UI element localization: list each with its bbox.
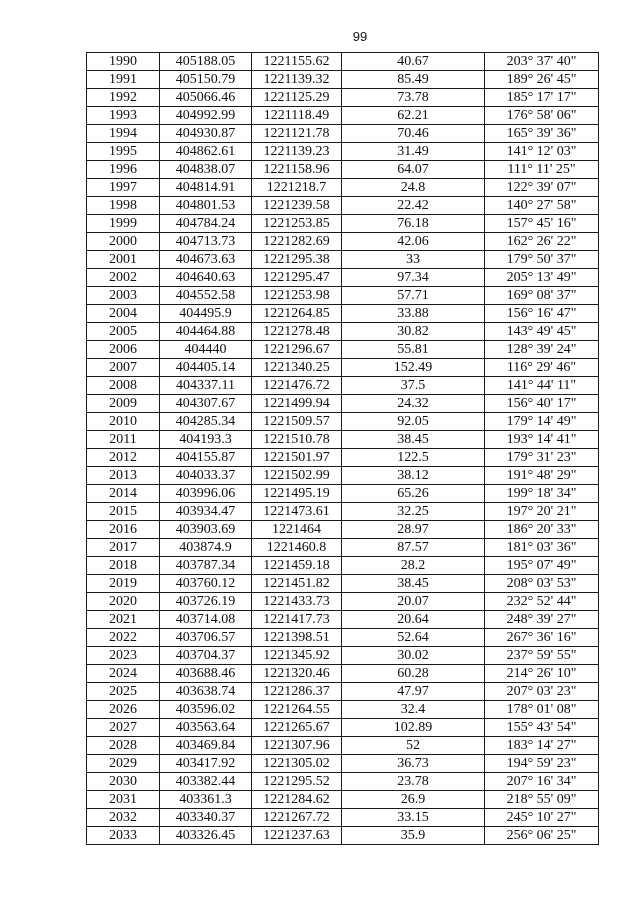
coordinate-y-cell: 1221320.46 xyxy=(252,665,342,683)
coordinate-y-cell: 1221464 xyxy=(252,521,342,539)
distance-cell: 36.73 xyxy=(342,755,485,773)
table-row xyxy=(87,305,599,323)
bearing-cell: 165° 39' 36" xyxy=(485,125,599,143)
coordinate-x-cell: 403726.19 xyxy=(160,593,252,611)
bearing-cell: 141° 44' 11" xyxy=(485,377,599,395)
coordinate-y-cell: 1221476.72 xyxy=(252,377,342,395)
coordinate-x-cell: 403704.37 xyxy=(160,647,252,665)
distance-cell: 33 xyxy=(342,251,485,269)
point-id-cell: 2004 xyxy=(87,305,160,323)
coordinate-x-cell: 404337.11 xyxy=(160,377,252,395)
coordinate-x-cell: 405188.05 xyxy=(160,53,252,71)
distance-cell: 30.82 xyxy=(342,323,485,341)
bearing-cell: 237° 59' 55" xyxy=(485,647,599,665)
point-id-cell: 2005 xyxy=(87,323,160,341)
coordinate-y-cell: 1221264.55 xyxy=(252,701,342,719)
coordinate-y-cell: 1221296.67 xyxy=(252,341,342,359)
distance-cell: 28.97 xyxy=(342,521,485,539)
table-row xyxy=(87,737,599,755)
coordinate-y-cell: 1221239.58 xyxy=(252,197,342,215)
point-id-cell: 2000 xyxy=(87,233,160,251)
distance-cell: 32.25 xyxy=(342,503,485,521)
point-id-cell: 2021 xyxy=(87,611,160,629)
distance-cell: 92.05 xyxy=(342,413,485,431)
coordinate-x-cell: 404930.87 xyxy=(160,125,252,143)
coordinate-y-cell: 1221139.32 xyxy=(252,71,342,89)
distance-cell: 30.02 xyxy=(342,647,485,665)
bearing-cell: 178° 01' 08" xyxy=(485,701,599,719)
coordinate-x-cell: 403934.47 xyxy=(160,503,252,521)
point-id-cell: 2032 xyxy=(87,809,160,827)
distance-cell: 52 xyxy=(342,737,485,755)
coordinate-x-cell: 403361.3 xyxy=(160,791,252,809)
distance-cell: 76.18 xyxy=(342,215,485,233)
coordinate-y-cell: 1221417.73 xyxy=(252,611,342,629)
coordinate-x-cell: 404307.67 xyxy=(160,395,252,413)
table-row xyxy=(87,719,599,737)
coordinates-table xyxy=(86,52,599,845)
coordinate-y-cell: 1221305.02 xyxy=(252,755,342,773)
bearing-cell: 183° 14' 27" xyxy=(485,737,599,755)
coordinate-y-cell: 1221499.94 xyxy=(252,395,342,413)
bearing-cell: 203° 37' 40" xyxy=(485,53,599,71)
coordinate-y-cell: 1221121.78 xyxy=(252,125,342,143)
coordinate-y-cell: 1221307.96 xyxy=(252,737,342,755)
coordinate-y-cell: 1221264.85 xyxy=(252,305,342,323)
point-id-cell: 2011 xyxy=(87,431,160,449)
bearing-cell: 157° 45' 16" xyxy=(485,215,599,233)
table-row xyxy=(87,269,599,287)
point-id-cell: 2026 xyxy=(87,701,160,719)
distance-cell: 62.21 xyxy=(342,107,485,125)
table-row xyxy=(87,71,599,89)
bearing-cell: 186° 20' 33" xyxy=(485,521,599,539)
coordinate-x-cell: 404193.3 xyxy=(160,431,252,449)
coordinate-x-cell: 404552.58 xyxy=(160,287,252,305)
bearing-cell: 116° 29' 46" xyxy=(485,359,599,377)
bearing-cell: 193° 14' 41" xyxy=(485,431,599,449)
distance-cell: 38.45 xyxy=(342,575,485,593)
bearing-cell: 207° 03' 23" xyxy=(485,683,599,701)
bearing-cell: 245° 10' 27" xyxy=(485,809,599,827)
bearing-cell: 267° 36' 16" xyxy=(485,629,599,647)
coordinate-x-cell: 403596.02 xyxy=(160,701,252,719)
coordinate-x-cell: 403706.57 xyxy=(160,629,252,647)
point-id-cell: 2022 xyxy=(87,629,160,647)
coordinate-x-cell: 403787.34 xyxy=(160,557,252,575)
coordinate-y-cell: 1221459.18 xyxy=(252,557,342,575)
table-row xyxy=(87,539,599,557)
bearing-cell: 162° 26' 22" xyxy=(485,233,599,251)
point-id-cell: 1994 xyxy=(87,125,160,143)
table-row xyxy=(87,611,599,629)
coordinate-x-cell: 405150.79 xyxy=(160,71,252,89)
point-id-cell: 2013 xyxy=(87,467,160,485)
distance-cell: 122.5 xyxy=(342,449,485,467)
distance-cell: 70.46 xyxy=(342,125,485,143)
coordinate-x-cell: 404440 xyxy=(160,341,252,359)
coordinate-y-cell: 1221237.63 xyxy=(252,827,342,845)
table-row xyxy=(87,89,599,107)
coordinate-x-cell: 403382.44 xyxy=(160,773,252,791)
coordinate-x-cell: 404814.91 xyxy=(160,179,252,197)
table-row xyxy=(87,467,599,485)
coordinate-x-cell: 403996.06 xyxy=(160,485,252,503)
table-row xyxy=(87,323,599,341)
point-id-cell: 1991 xyxy=(87,71,160,89)
coordinate-x-cell: 403326.45 xyxy=(160,827,252,845)
table-row xyxy=(87,629,599,647)
distance-cell: 64.07 xyxy=(342,161,485,179)
bearing-cell: 197° 20' 21" xyxy=(485,503,599,521)
point-id-cell: 2008 xyxy=(87,377,160,395)
table-row xyxy=(87,665,599,683)
point-id-cell: 1990 xyxy=(87,53,160,71)
coordinate-x-cell: 403563.64 xyxy=(160,719,252,737)
distance-cell: 152.49 xyxy=(342,359,485,377)
table-row xyxy=(87,341,599,359)
bearing-cell: 155° 43' 54" xyxy=(485,719,599,737)
point-id-cell: 2020 xyxy=(87,593,160,611)
bearing-cell: 205° 13' 49" xyxy=(485,269,599,287)
distance-cell: 57.71 xyxy=(342,287,485,305)
distance-cell: 20.64 xyxy=(342,611,485,629)
point-id-cell: 2018 xyxy=(87,557,160,575)
point-id-cell: 1992 xyxy=(87,89,160,107)
point-id-cell: 1993 xyxy=(87,107,160,125)
distance-cell: 28.2 xyxy=(342,557,485,575)
distance-cell: 24.8 xyxy=(342,179,485,197)
coordinate-y-cell: 1221278.48 xyxy=(252,323,342,341)
point-id-cell: 2003 xyxy=(87,287,160,305)
coordinate-y-cell: 1221509.57 xyxy=(252,413,342,431)
coordinate-y-cell: 1221345.92 xyxy=(252,647,342,665)
coordinate-y-cell: 1221510.78 xyxy=(252,431,342,449)
coordinate-x-cell: 404285.34 xyxy=(160,413,252,431)
point-id-cell: 2017 xyxy=(87,539,160,557)
bearing-cell: 141° 12' 03" xyxy=(485,143,599,161)
table-row xyxy=(87,593,599,611)
point-id-cell: 1995 xyxy=(87,143,160,161)
distance-cell: 37.5 xyxy=(342,377,485,395)
coordinate-x-cell: 404801.53 xyxy=(160,197,252,215)
bearing-cell: 195° 07' 49" xyxy=(485,557,599,575)
coordinate-x-cell: 405066.46 xyxy=(160,89,252,107)
coordinate-y-cell: 1221295.52 xyxy=(252,773,342,791)
coordinate-y-cell: 1221295.47 xyxy=(252,269,342,287)
bearing-cell: 194° 59' 23" xyxy=(485,755,599,773)
distance-cell: 35.9 xyxy=(342,827,485,845)
coordinate-x-cell: 403638.74 xyxy=(160,683,252,701)
coordinate-y-cell: 1221460.8 xyxy=(252,539,342,557)
distance-cell: 20.07 xyxy=(342,593,485,611)
bearing-cell: 191° 48' 29" xyxy=(485,467,599,485)
coordinate-y-cell: 1221218.7 xyxy=(252,179,342,197)
table-row xyxy=(87,233,599,251)
distance-cell: 97.34 xyxy=(342,269,485,287)
distance-cell: 31.49 xyxy=(342,143,485,161)
coordinate-x-cell: 404838.07 xyxy=(160,161,252,179)
coordinate-x-cell: 403469.84 xyxy=(160,737,252,755)
table-row xyxy=(87,449,599,467)
distance-cell: 55.81 xyxy=(342,341,485,359)
table-row xyxy=(87,503,599,521)
point-id-cell: 2014 xyxy=(87,485,160,503)
table-row xyxy=(87,413,599,431)
bearing-cell: 179° 14' 49" xyxy=(485,413,599,431)
point-id-cell: 2025 xyxy=(87,683,160,701)
table-row xyxy=(87,647,599,665)
table-row xyxy=(87,179,599,197)
point-id-cell: 2033 xyxy=(87,827,160,845)
distance-cell: 42.06 xyxy=(342,233,485,251)
bearing-cell: 128° 39' 24" xyxy=(485,341,599,359)
bearing-cell: 122° 39' 07" xyxy=(485,179,599,197)
table-row xyxy=(87,809,599,827)
distance-cell: 24.32 xyxy=(342,395,485,413)
bearing-cell: 232° 52' 44" xyxy=(485,593,599,611)
distance-cell: 47.97 xyxy=(342,683,485,701)
table-row xyxy=(87,485,599,503)
coordinate-y-cell: 1221473.61 xyxy=(252,503,342,521)
point-id-cell: 2009 xyxy=(87,395,160,413)
table-row xyxy=(87,827,599,845)
table-row xyxy=(87,575,599,593)
coordinate-y-cell: 1221155.62 xyxy=(252,53,342,71)
coordinate-y-cell: 1221433.73 xyxy=(252,593,342,611)
coordinate-x-cell: 404713.73 xyxy=(160,233,252,251)
point-id-cell: 2002 xyxy=(87,269,160,287)
coordinate-x-cell: 404992.99 xyxy=(160,107,252,125)
bearing-cell: 256° 06' 25" xyxy=(485,827,599,845)
point-id-cell: 2019 xyxy=(87,575,160,593)
coordinate-y-cell: 1221253.98 xyxy=(252,287,342,305)
table-body xyxy=(87,53,599,845)
point-id-cell: 2012 xyxy=(87,449,160,467)
point-id-cell: 2015 xyxy=(87,503,160,521)
table-row xyxy=(87,251,599,269)
distance-cell: 85.49 xyxy=(342,71,485,89)
coordinate-y-cell: 1221253.85 xyxy=(252,215,342,233)
table-row xyxy=(87,161,599,179)
table-row xyxy=(87,683,599,701)
table-row xyxy=(87,287,599,305)
table-row xyxy=(87,395,599,413)
distance-cell: 22.42 xyxy=(342,197,485,215)
coordinate-x-cell: 404495.9 xyxy=(160,305,252,323)
bearing-cell: 140° 27' 58" xyxy=(485,197,599,215)
coordinate-y-cell: 1221398.51 xyxy=(252,629,342,647)
distance-cell: 38.12 xyxy=(342,467,485,485)
coordinate-x-cell: 403874.9 xyxy=(160,539,252,557)
table-row xyxy=(87,431,599,449)
distance-cell: 52.64 xyxy=(342,629,485,647)
table-row xyxy=(87,773,599,791)
table-row xyxy=(87,197,599,215)
table-row xyxy=(87,755,599,773)
coordinate-y-cell: 1221495.19 xyxy=(252,485,342,503)
coordinate-y-cell: 1221265.67 xyxy=(252,719,342,737)
coordinate-y-cell: 1221286.37 xyxy=(252,683,342,701)
bearing-cell: 179° 31' 23" xyxy=(485,449,599,467)
bearing-cell: 207° 16' 34" xyxy=(485,773,599,791)
distance-cell: 40.67 xyxy=(342,53,485,71)
distance-cell: 26.9 xyxy=(342,791,485,809)
coordinate-y-cell: 1221451.82 xyxy=(252,575,342,593)
bearing-cell: 143° 49' 45" xyxy=(485,323,599,341)
point-id-cell: 2027 xyxy=(87,719,160,737)
distance-cell: 65.26 xyxy=(342,485,485,503)
coordinate-x-cell: 403714.08 xyxy=(160,611,252,629)
coordinate-x-cell: 404862.61 xyxy=(160,143,252,161)
bearing-cell: 169° 08' 37" xyxy=(485,287,599,305)
coordinate-y-cell: 1221340.25 xyxy=(252,359,342,377)
point-id-cell: 2007 xyxy=(87,359,160,377)
coordinate-y-cell: 1221282.69 xyxy=(252,233,342,251)
bearing-cell: 176° 58' 06" xyxy=(485,107,599,125)
distance-cell: 33.88 xyxy=(342,305,485,323)
distance-cell: 33.15 xyxy=(342,809,485,827)
bearing-cell: 156° 40' 17" xyxy=(485,395,599,413)
distance-cell: 32.4 xyxy=(342,701,485,719)
coordinate-x-cell: 403417.92 xyxy=(160,755,252,773)
bearing-cell: 156° 16' 47" xyxy=(485,305,599,323)
page-number: 99 xyxy=(352,29,368,44)
coordinate-y-cell: 1221139.23 xyxy=(252,143,342,161)
coordinate-y-cell: 1221267.72 xyxy=(252,809,342,827)
table-row xyxy=(87,557,599,575)
bearing-cell: 208° 03' 53" xyxy=(485,575,599,593)
bearing-cell: 248° 39' 27" xyxy=(485,611,599,629)
coordinate-x-cell: 404405.14 xyxy=(160,359,252,377)
bearing-cell: 179° 50' 37" xyxy=(485,251,599,269)
point-id-cell: 2031 xyxy=(87,791,160,809)
coordinate-x-cell: 404464.88 xyxy=(160,323,252,341)
distance-cell: 87.57 xyxy=(342,539,485,557)
coordinate-x-cell: 403903.69 xyxy=(160,521,252,539)
coordinate-y-cell: 1221295.38 xyxy=(252,251,342,269)
bearing-cell: 189° 26' 45" xyxy=(485,71,599,89)
bearing-cell: 218° 55' 09" xyxy=(485,791,599,809)
bearing-cell: 181° 03' 36" xyxy=(485,539,599,557)
coordinate-y-cell: 1221501.97 xyxy=(252,449,342,467)
coordinate-x-cell: 404640.63 xyxy=(160,269,252,287)
bearing-cell: 199° 18' 34" xyxy=(485,485,599,503)
point-id-cell: 2029 xyxy=(87,755,160,773)
point-id-cell: 2010 xyxy=(87,413,160,431)
point-id-cell: 1996 xyxy=(87,161,160,179)
bearing-cell: 111° 11' 25" xyxy=(485,161,599,179)
coordinate-x-cell: 404155.87 xyxy=(160,449,252,467)
table-row xyxy=(87,701,599,719)
point-id-cell: 2016 xyxy=(87,521,160,539)
point-id-cell: 1999 xyxy=(87,215,160,233)
distance-cell: 60.28 xyxy=(342,665,485,683)
distance-cell: 38.45 xyxy=(342,431,485,449)
coordinate-y-cell: 1221118.49 xyxy=(252,107,342,125)
table-row xyxy=(87,791,599,809)
table-row xyxy=(87,143,599,161)
coordinate-x-cell: 403340.37 xyxy=(160,809,252,827)
point-id-cell: 2024 xyxy=(87,665,160,683)
point-id-cell: 2023 xyxy=(87,647,160,665)
point-id-cell: 1997 xyxy=(87,179,160,197)
table-row xyxy=(87,53,599,71)
table-row xyxy=(87,107,599,125)
coordinate-y-cell: 1221158.96 xyxy=(252,161,342,179)
point-id-cell: 2030 xyxy=(87,773,160,791)
coordinate-y-cell: 1221284.62 xyxy=(252,791,342,809)
point-id-cell: 2001 xyxy=(87,251,160,269)
coordinate-x-cell: 403688.46 xyxy=(160,665,252,683)
bearing-cell: 214° 26' 10" xyxy=(485,665,599,683)
coordinate-x-cell: 404033.37 xyxy=(160,467,252,485)
table-row xyxy=(87,215,599,233)
coordinate-x-cell: 404784.24 xyxy=(160,215,252,233)
distance-cell: 73.78 xyxy=(342,89,485,107)
coordinate-x-cell: 404673.63 xyxy=(160,251,252,269)
bearing-cell: 185° 17' 17" xyxy=(485,89,599,107)
coordinate-x-cell: 403760.12 xyxy=(160,575,252,593)
table-row xyxy=(87,377,599,395)
table-row xyxy=(87,359,599,377)
table-row xyxy=(87,521,599,539)
distance-cell: 102.89 xyxy=(342,719,485,737)
coordinate-y-cell: 1221502.99 xyxy=(252,467,342,485)
distance-cell: 23.78 xyxy=(342,773,485,791)
point-id-cell: 2006 xyxy=(87,341,160,359)
point-id-cell: 1998 xyxy=(87,197,160,215)
coordinate-y-cell: 1221125.29 xyxy=(252,89,342,107)
point-id-cell: 2028 xyxy=(87,737,160,755)
table-row xyxy=(87,125,599,143)
